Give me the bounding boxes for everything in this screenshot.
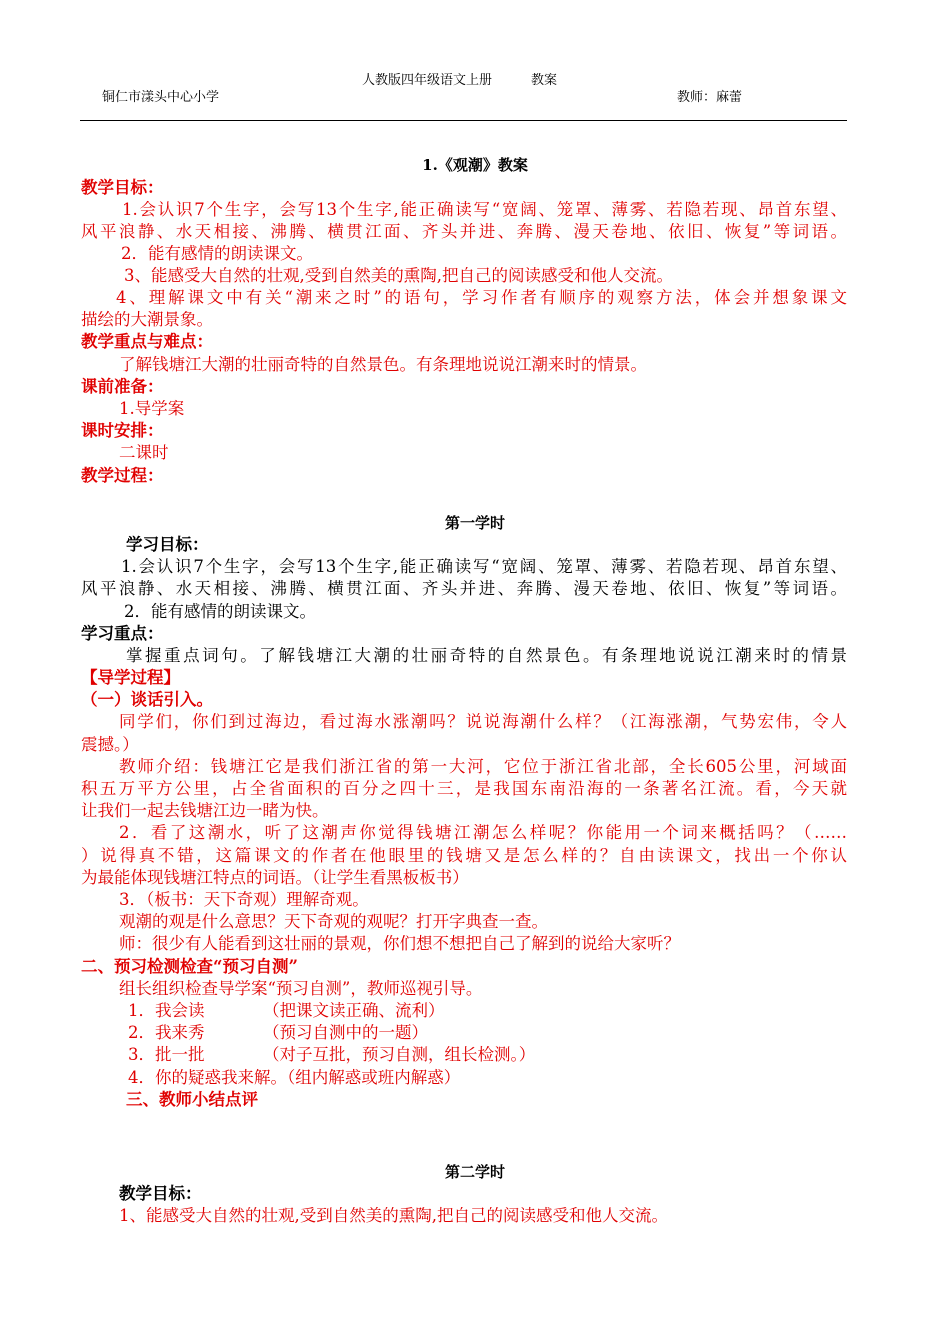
schedule-heading: 课时安排： (81, 421, 164, 440)
goal-1-line-1: 1.会认识7个生字，会写13个生字,能正确读写“宽阔、笼罩、薄雾、若隐若现、昂首东望、 (122, 200, 847, 219)
check-item-label: 2．我来秀 (128, 1023, 205, 1042)
header-center: 人教版四年级语文上册 教案 (362, 73, 558, 88)
section2-heading: 二、预习检测检查“预习自测” (81, 957, 298, 976)
lesson2-goal-1: 1、能感受大自然的壮观,受到自然美的熏陶,把自己的阅读感受和他人交流。 (119, 1206, 668, 1225)
check-item-4: 4．你的疑惑我来解。（组内解惑或班内解惑） (128, 1068, 461, 1087)
check-item-2-note: （预习自测中的一题） (263, 1023, 428, 1042)
check-item-2 (128, 1022, 205, 1044)
document-title: 1.《观潮》教案 (422, 156, 528, 174)
check-item-label: 3．批一批 (128, 1045, 205, 1064)
check-item-3 (128, 1044, 205, 1066)
para1-line-1: 同学们，你们到过海边，看过海水涨潮吗？说说海潮什么样？（江海涨潮，气势宏伟，令人 (119, 712, 847, 731)
lesson1-key-text: 掌握重点词句。了解钱塘江大潮的壮丽奇特的自然景色。有条理地说说江潮来时的情景 (126, 646, 847, 665)
lesson1-title: 第一学时 (444, 514, 505, 532)
key-text: 了解钱塘江大潮的壮丽奇特的自然景色。有条理地说说江潮来时的情景。 (119, 355, 647, 374)
goal-3: 3、能感受大自然的壮观,受到自然美的熏陶,把自己的阅读感受和他人交流。 (124, 266, 673, 285)
goal-2: 2．能有感情的朗读课文。 (121, 244, 313, 263)
lesson1-goals-heading: 学习目标： (126, 535, 209, 554)
section1-heading: （一）谈话引入。 (81, 690, 213, 709)
para2-line-1: 教师介绍：钱塘江它是我们浙江省的第一大河，它位于浙江省北部，全长605公里，河域面 (119, 757, 847, 776)
para3-line-1: 2．看了这潮水，听了这潮声你觉得钱塘江潮怎么样呢？你能用一个词来概括吗？（…… (119, 823, 847, 842)
key-heading: 教学重点与难点： (81, 332, 213, 351)
para2-line-3: 让我们一起去钱塘江边一睹为快。 (81, 801, 329, 820)
process-heading: 教学过程： (81, 466, 164, 485)
guide-heading: 【导学过程】 (81, 668, 180, 687)
header-teacher: 教师：麻蕾 (677, 90, 743, 105)
goals-heading: 教学目标： (81, 178, 164, 197)
check-item-label: 1．我会读 (128, 1001, 205, 1020)
header-divider (80, 120, 847, 121)
goal-4-line-1: 4、理解课文中有关“潮来之时”的语句，学习作者有顺序的观察方法，体会并想象课文 (116, 288, 847, 307)
lesson1-goal-2: 2．能有感情的朗读课文。 (124, 602, 316, 621)
lesson1-key-heading: 学习重点： (81, 624, 164, 643)
goal-4-line-2: 描绘的大潮景象。 (81, 310, 213, 329)
check-item-3-note: （对子互批，预习自测，组长检测。） (263, 1045, 536, 1064)
check-item-1 (128, 1000, 205, 1022)
lesson1-goal-1-line-1: 1.会认识7个生字，会写13个生字,能正确读写“宽阔、笼罩、薄雾、若隐若现、昂首东望、 (121, 557, 847, 576)
lesson2-title: 第二学时 (444, 1163, 505, 1181)
goal-1-line-2: 风平浪静、水天相接、沸腾、横贯江面、齐头并进、奔腾、漫天卷地、依旧、恢复”等词语。 (81, 222, 847, 241)
para2-line-2: 积五万平方公里，占全省面积的百分之四十三，是我国东南沿海的一条著名江流。看，今天就 (81, 779, 847, 798)
para4: 3．（板书：天下奇观）理解奇观。 (119, 890, 369, 909)
lesson1-goal-1-line-2: 风平浪静、水天相接、沸腾、横贯江面、齐头并进、奔腾、漫天卷地、依旧、恢复”等词语。 (81, 579, 847, 598)
section3-heading: 三、教师小结点评 (126, 1090, 258, 1109)
para3-line-3: 为最能体现钱塘江特点的词语。（让学生看黑板板书） (81, 868, 469, 887)
check-item-1-note: （把课文读正确、流利） (263, 1001, 445, 1020)
para3-line-2: ）说得真不错，这篇课文的作者在他眼里的钱塘又是怎么样的？自由读课文，找出一个你认 (81, 846, 847, 865)
prep-text: 1.导学案 (119, 399, 185, 418)
para6: 师：很少有人能看到这壮丽的景观，你们想不想把自己了解到的说给大家听？ (119, 934, 680, 953)
lesson2-goals-heading: 教学目标： (119, 1184, 202, 1203)
para1-line-2: 震撼。） (81, 735, 139, 754)
prep-heading: 课前准备： (81, 377, 164, 396)
header-school: 铜仁市漾头中心小学 (102, 90, 220, 105)
schedule-text: 二课时 (119, 443, 169, 462)
section2-intro: 组长组织检查导学案“预习自测”，教师巡视引导。 (119, 979, 483, 998)
para5: 观潮的观是什么意思？天下奇观的观呢？打开字典查一查。 (119, 912, 548, 931)
